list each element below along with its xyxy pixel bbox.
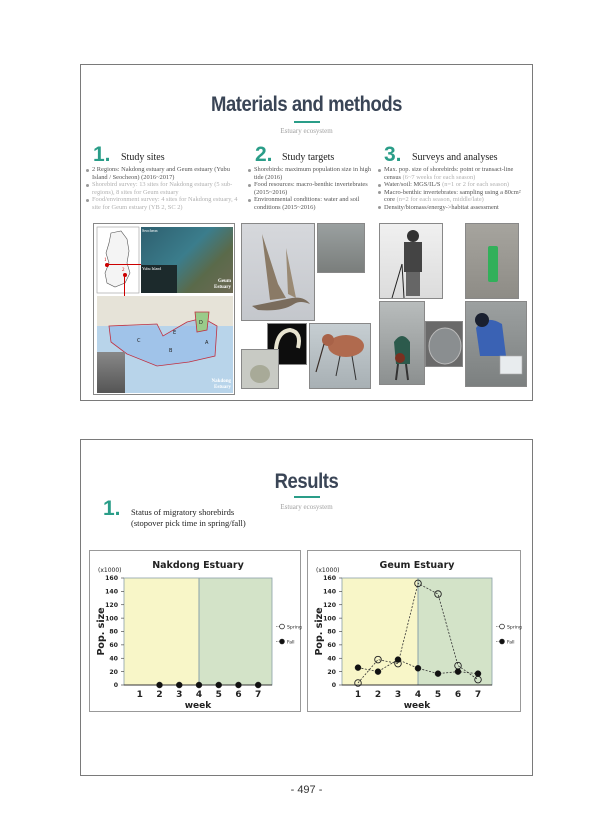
x-tick-label: 1 <box>136 690 143 700</box>
red-godwit-photo <box>309 323 371 389</box>
shaded-region-0 <box>124 578 199 685</box>
x-tick-label: 3 <box>394 690 402 700</box>
x-tick-label: 7 <box>474 690 482 700</box>
x-axis-label: week <box>184 701 212 711</box>
data-point-fall <box>435 671 441 677</box>
site-photo-inset <box>97 352 125 393</box>
core-sampling-photo <box>465 301 527 387</box>
svg-text:E: E <box>173 330 177 336</box>
bullet-note: (n=2 for each season, middle/late) <box>396 196 484 204</box>
slide-title: Results <box>274 470 339 493</box>
sieve-icon <box>426 322 464 368</box>
y-tick-label: 120 <box>323 601 336 609</box>
water-meter-photo <box>465 223 519 299</box>
legend-marker-fall <box>500 639 505 644</box>
section-number: 1. <box>103 497 121 520</box>
slide-results <box>80 439 533 776</box>
section-number: 1. <box>93 143 111 166</box>
x-tick-label: 6 <box>454 690 462 700</box>
slide-subtitle: Estuary ecosystem <box>280 127 333 135</box>
bullet-item: 2 Regions: Nakdong estuary and Geum estuary (Yubu Island / Seocheon) (2016~2017) <box>85 166 240 181</box>
bullet-item <box>377 166 527 181</box>
y-tick-label: 0 <box>113 682 118 690</box>
title-underline <box>294 121 320 123</box>
title-underline <box>294 496 320 498</box>
person-bending-icon <box>380 302 426 386</box>
slide-subtitle: Estuary ecosystem <box>280 503 333 511</box>
y-tick-label: 60 <box>109 642 118 650</box>
shaded-region-1 <box>199 578 272 685</box>
legend-marker-spring <box>500 624 505 629</box>
unit-label: (x1000) <box>316 567 340 574</box>
bullet-text: Max. pop. size of shorebirds: point or transact-line census <box>384 166 514 181</box>
data-point-fall <box>355 665 361 671</box>
chart-title: Nakdong Estuary <box>152 560 244 571</box>
bullet-item <box>377 181 527 189</box>
bullet-item: Environmental conditions: water and soil conditions (2015~2016) <box>247 196 379 211</box>
svg-text:C: C <box>137 338 141 344</box>
unit-label: (x1000) <box>98 567 122 574</box>
data-point-fall <box>475 671 481 677</box>
section-heading: Study sites <box>121 152 165 163</box>
clam-photo <box>241 349 279 389</box>
legend-label-fall: Fall <box>287 640 295 646</box>
legend-marker-fall <box>280 639 285 644</box>
chart-svg <box>90 551 300 711</box>
data-point-fall <box>415 665 421 671</box>
chart-nakdong <box>89 550 301 712</box>
sampling-photo <box>379 301 425 385</box>
map-marker-2: 2 <box>122 268 125 273</box>
y-tick-label: 100 <box>105 615 118 623</box>
x-axis-label: week <box>403 701 431 711</box>
section-heading <box>131 507 246 529</box>
svg-text:B: B <box>169 348 173 354</box>
data-point-fall <box>375 669 381 675</box>
yubu-island-inset <box>141 265 177 293</box>
bullet-text: Water/soil: MGS/IL/S <box>384 181 441 189</box>
nakdong-label: Nakdong Estuary <box>211 379 231 390</box>
x-tick-label: 2 <box>374 690 382 700</box>
legend-label-spring: Spring <box>287 625 302 631</box>
section-heading: Surveys and analyses <box>412 152 498 163</box>
section-number: 2. <box>255 143 273 166</box>
data-point-fall <box>255 682 261 688</box>
y-tick-label: 40 <box>327 655 336 663</box>
nakdong-map-image <box>97 296 233 393</box>
y-tick-label: 40 <box>109 655 118 663</box>
heading-line: (stopover pick time in spring/fall) <box>131 518 246 528</box>
study-targets-list <box>247 166 379 212</box>
person-telescope-icon <box>380 224 444 300</box>
y-axis-label: Pop. size <box>96 607 107 656</box>
shaded-region-0 <box>342 578 418 685</box>
page-number: - 497 - <box>290 784 323 796</box>
slide-materials-methods <box>80 64 533 401</box>
census-photo <box>379 223 443 299</box>
map-marker-1: 1 <box>104 258 107 263</box>
y-axis-label: Pop. size <box>314 607 325 656</box>
y-tick-label: 160 <box>323 575 336 583</box>
y-tick-label: 20 <box>327 668 336 676</box>
x-tick-label: 5 <box>434 690 442 700</box>
bullet-note: (n=1 or 2 for each season) <box>442 181 510 189</box>
x-tick-label: 4 <box>414 690 422 700</box>
legend-marker-spring <box>280 624 285 629</box>
godwit-bird-icon <box>310 324 372 390</box>
meter-device-icon <box>466 224 520 300</box>
y-tick-label: 20 <box>109 668 118 676</box>
section-number: 3. <box>384 143 402 166</box>
x-tick-label: 5 <box>215 690 222 700</box>
bullet-text: Density/biomass/energy->habitat assessment <box>384 203 499 211</box>
study-sites-list <box>85 166 240 212</box>
seocheon-label: Seocheon <box>142 228 158 233</box>
y-tick-label: 60 <box>327 642 336 650</box>
data-point-fall <box>196 682 202 688</box>
data-point-fall <box>395 657 401 663</box>
curlew-bird-icon <box>242 224 316 322</box>
sieve-photo <box>425 321 463 367</box>
y-tick-label: 160 <box>105 575 118 583</box>
study-site-map <box>93 223 235 395</box>
y-tick-label: 140 <box>105 588 118 596</box>
person-kneeling-icon <box>466 302 528 388</box>
surveys-list <box>377 166 527 212</box>
data-point-fall <box>235 682 241 688</box>
bullet-item: Shorebird survey: 13 sites for Nakdong estuary (5 sub-regions), 8 sites for Geum estuary <box>85 181 240 196</box>
clam-shell-icon <box>242 350 280 390</box>
geum-label: Geum Estuary <box>214 279 231 290</box>
x-tick-label: 6 <box>235 690 242 700</box>
x-tick-label: 7 <box>255 690 262 700</box>
legend-label-fall: Fall <box>507 640 515 646</box>
geum-satellite-image <box>141 227 233 293</box>
x-tick-label: 4 <box>195 690 203 700</box>
bullet-item: Shorebirds: maximum population size in high tide (2016) <box>247 166 379 181</box>
bullet-text: Macro-benthic invertebrates: sampling using a 80cm² core <box>384 188 521 204</box>
y-tick-label: 80 <box>327 628 336 636</box>
y-tick-label: 80 <box>109 628 118 636</box>
data-point-fall <box>176 682 182 688</box>
section-heading: Study targets <box>282 152 335 163</box>
chart-geum <box>307 550 521 712</box>
bullet-item <box>377 189 527 204</box>
svg-text:A: A <box>205 340 209 346</box>
bullet-item: Food resources: macro-benthic invertebrates (2015~2016) <box>247 181 379 196</box>
svg-text:D: D <box>199 320 203 326</box>
slide-title: Materials and methods <box>210 93 403 116</box>
bullet-item: Food/environment survey: 4 sites for Nakdong estuary, 4 site for Geum estuary (YB 2, SC 2) <box>85 196 240 211</box>
data-point-fall <box>216 682 222 688</box>
y-tick-label: 120 <box>105 601 118 609</box>
y-tick-label: 0 <box>331 682 336 690</box>
x-tick-label: 1 <box>354 690 362 700</box>
bullet-note: (6~7 weeks for each season) <box>402 173 476 181</box>
x-tick-label: 2 <box>156 690 163 700</box>
y-tick-label: 100 <box>323 615 336 623</box>
data-point-fall <box>157 682 163 688</box>
data-point-fall <box>455 669 461 675</box>
chart-title: Geum Estuary <box>379 560 455 571</box>
curlew-photo <box>241 223 315 321</box>
yubu-label: Yubu Island <box>142 266 162 271</box>
shaded-region-1 <box>418 578 492 685</box>
x-tick-label: 3 <box>176 690 183 700</box>
heading-line: Status of migratory shorebirds <box>131 507 235 517</box>
chart-svg <box>308 551 520 711</box>
legend-label-spring: Spring <box>507 625 522 631</box>
godwit-photo-small <box>317 223 365 273</box>
bullet-item <box>377 204 527 212</box>
y-tick-label: 140 <box>323 588 336 596</box>
connector-line <box>108 264 142 265</box>
